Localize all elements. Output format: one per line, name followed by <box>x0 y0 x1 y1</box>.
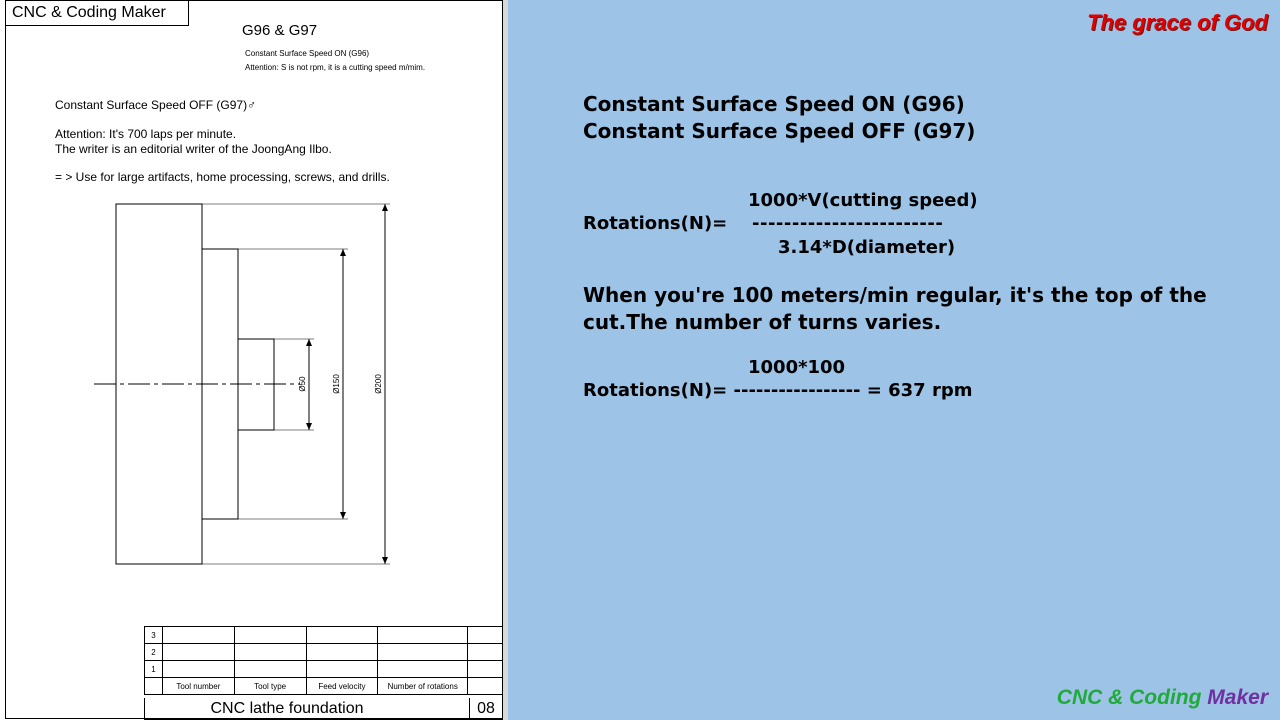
formula2-numerator: 1000*100 <box>748 357 846 378</box>
heading-g96: Constant Surface Speed ON (G96) <box>583 92 965 116</box>
formula1-fraction-bar: ------------------------ <box>752 213 944 234</box>
header-tool-number: Tool number <box>162 678 234 695</box>
formula1-numerator: 1000*V(cutting speed) <box>748 190 978 211</box>
footer-brand <box>1057 686 1268 710</box>
explanation-panel <box>508 0 1280 720</box>
heading-g97: Constant Surface Speed OFF (G97) <box>583 119 976 143</box>
footer-brand-part1: CNC & Coding <box>1056 686 1202 709</box>
table-header-row <box>145 678 503 695</box>
formula1-denominator: 3.14*D(diameter) <box>778 237 956 258</box>
sheet-subtitle-attention: Attention: S is not rpm, it is a cutting speed m/mim. <box>245 63 426 72</box>
lathe-part-drawing <box>0 0 508 620</box>
sheet-attention-line-2: The writer is an editorial writer of the JoongAng Ilbo. <box>55 142 332 156</box>
dim-label-50: Ø50 <box>298 376 307 392</box>
header-feed-velocity: Feed velocity <box>306 678 378 695</box>
drawing-title: CNC lathe foundation <box>145 698 470 719</box>
title-block-footer <box>144 698 503 720</box>
header-tool-type: Tool type <box>234 678 306 695</box>
sheet-title: G96 & G97 <box>242 22 318 39</box>
table-row <box>145 644 503 661</box>
grace-caption: The grace of God <box>1087 10 1268 35</box>
row-number: 3 <box>145 627 163 644</box>
table-row <box>145 627 503 644</box>
formula2-line: Rotations(N)= ----------------- = 637 rpm <box>583 380 973 401</box>
header-number-of-rotations: Number of rotations <box>378 678 468 695</box>
title-block-grid <box>144 626 503 695</box>
title-block <box>144 626 503 720</box>
footer-brand-part2: Maker <box>1207 686 1268 709</box>
explanation-line-1: When you're 100 meters/min regular, it's the top of the <box>583 283 1207 307</box>
row-number: 1 <box>145 661 163 678</box>
row-number: 2 <box>145 644 163 661</box>
sheet-brand-label: CNC & Coding Maker <box>5 0 189 26</box>
sheet-subtitle-on: Constant Surface Speed ON (G96) <box>245 49 370 58</box>
sheet-attention-line-1: Attention: It's 700 laps per minute. <box>55 127 237 141</box>
explanation-line-2: cut.The number of turns varies. <box>583 310 942 334</box>
dim-label-150: Ø150 <box>332 374 341 394</box>
table-row <box>145 661 503 678</box>
dim-label-200: Ø200 <box>374 374 383 394</box>
page-number: 08 <box>477 700 495 717</box>
drawing-sheet <box>0 0 508 720</box>
formula1-label: Rotations(N)= <box>583 213 728 234</box>
sheet-use-line: = > Use for large artifacts, home processing, screws, and drills. <box>55 170 390 184</box>
sheet-off-line: Constant Surface Speed OFF (G97)♂ <box>55 98 257 112</box>
